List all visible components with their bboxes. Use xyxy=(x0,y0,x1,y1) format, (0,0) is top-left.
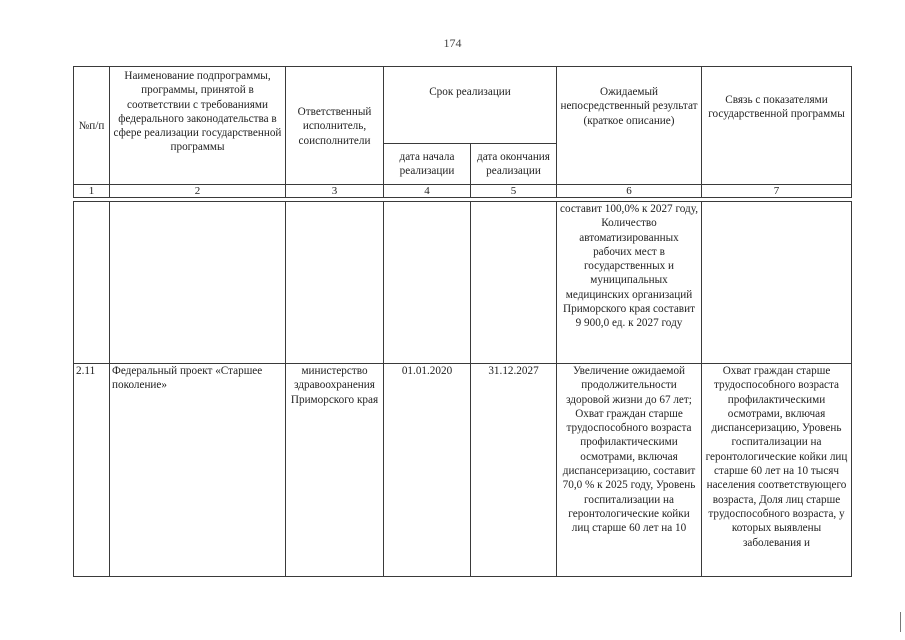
program-table xyxy=(73,66,852,577)
header-executor: Ответственный исполнитель, соисполнители xyxy=(286,67,384,185)
column-number: 2 xyxy=(110,185,286,198)
cell-start xyxy=(384,202,471,364)
header-num: №п/п xyxy=(74,67,110,185)
cell-result: Увеличение ожидаемой продолжительности здоровой жизни до 67 лет; Охват граждан старше трудоспособного возраста профилактическими осмотрами, включая диспансеризацию, составит 70,0 % к 2025 году, Уровень госпитализации на геронтологические койки лиц старше 60 лет на 10 xyxy=(557,364,702,577)
cell-start: 01.01.2020 xyxy=(384,364,471,577)
cell-num: 2.11 xyxy=(74,364,110,577)
column-number: 6 xyxy=(557,185,702,198)
table-row xyxy=(74,202,852,364)
cell-name xyxy=(110,202,286,364)
cell-name: Федеральный проект «Старшее поколение» xyxy=(110,364,286,577)
column-number: 3 xyxy=(286,185,384,198)
table-row xyxy=(74,364,852,577)
cell-result: составит 100,0% к 2027 году, Количество автоматизированных рабочих мест в государственных и муниципальных медицинских организаций Приморского края составит 9 900,0 ед. к 2027 году xyxy=(557,202,702,364)
header-end: дата окончания реализации xyxy=(471,144,557,185)
column-number: 7 xyxy=(702,185,852,198)
column-number: 4 xyxy=(384,185,471,198)
scan-edge-mark xyxy=(900,612,901,632)
header-row xyxy=(74,67,852,144)
cell-end: 31.12.2027 xyxy=(471,364,557,577)
header-link: Связь с показателями государственной программы xyxy=(702,67,852,185)
column-number: 1 xyxy=(74,185,110,198)
column-number-row xyxy=(74,185,852,198)
cell-executor: министерство здравоохранения Приморского края xyxy=(286,364,384,577)
cell-link: Охват граждан старше трудоспособного возраста профилактическими осмотрами, включая диспансеризацию, Уровень госпитализации на геронтологические койки лиц старше 60 лет на 10 тысяч населения соответствующего возраста, Доля лиц старше трудоспособного возраста, у которых выявлены заболевания и xyxy=(702,364,852,577)
header-result: Ожидаемый непосредственный результат (краткое описание) xyxy=(557,67,702,185)
header-period: Срок реализации xyxy=(384,67,557,144)
page-number: 174 xyxy=(443,36,462,50)
cell-end xyxy=(471,202,557,364)
header-name: Наименование подпрограммы, программы, принятой в соответствии с требованиями федерального законодательства в сфере реализации государственной программы xyxy=(110,67,286,185)
cell-executor xyxy=(286,202,384,364)
column-number: 5 xyxy=(471,185,557,198)
header-start: дата начала реализации xyxy=(384,144,471,185)
cell-num xyxy=(74,202,110,364)
cell-link xyxy=(702,202,852,364)
